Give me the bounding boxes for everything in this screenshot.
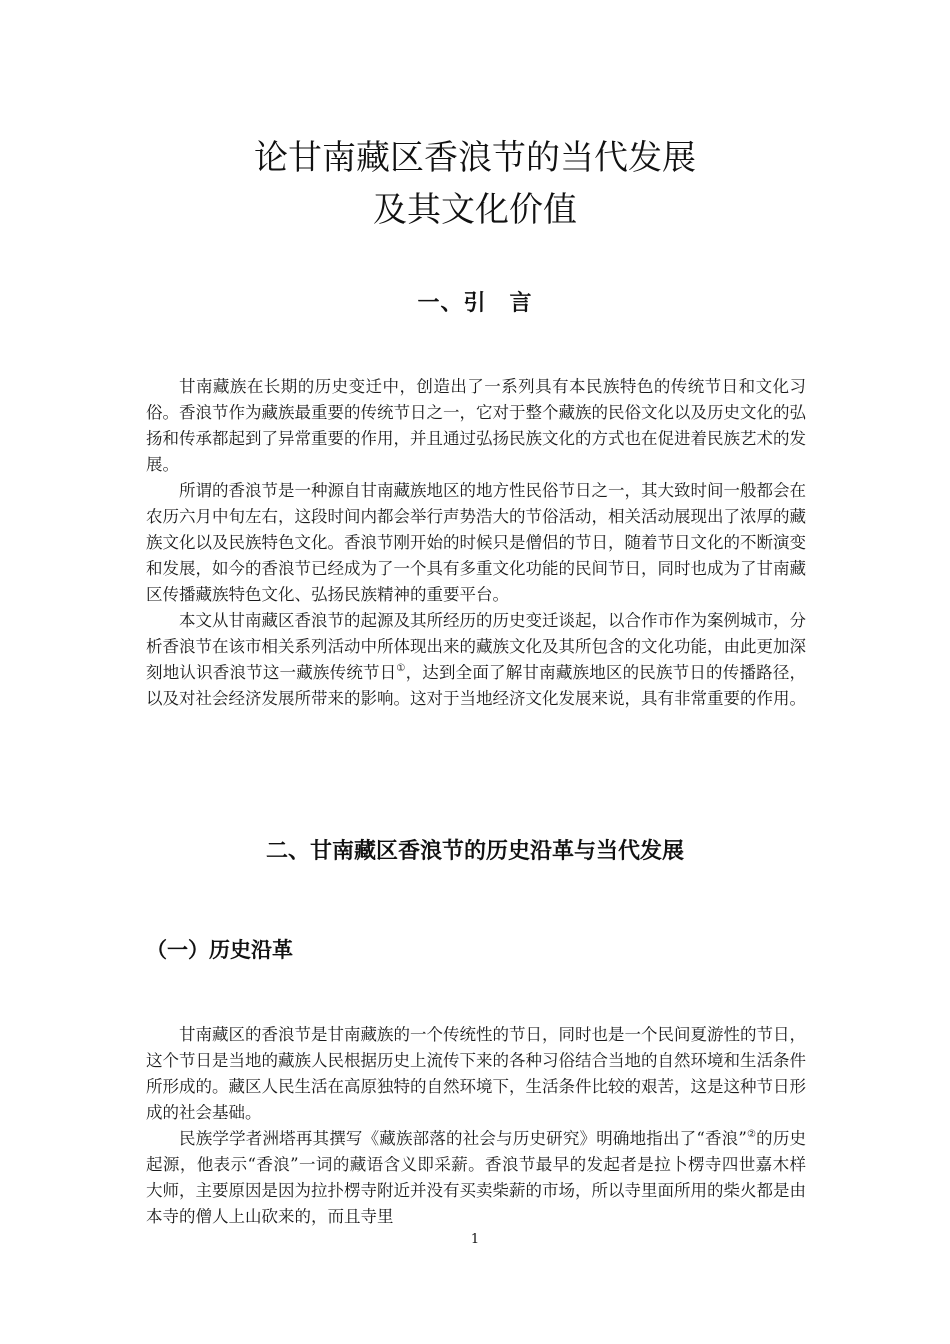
paragraph-text: 民族学学者洲塔再其撰写《藏族部落的社会与历史研究》明确地指出了“香浪” — [179, 1129, 747, 1148]
page-number: 1 — [470, 1232, 480, 1247]
paragraph-text: 的历史起源，他表示“香浪”一词的藏语含义即采薪。香浪节最早的发起者是拉卜楞寺四世嘉木样大师，主要原因是因为拉扑楞寺附近并没有买卖柴薪的市场，所以寺里面所用的柴火都是由本寺的僧人上山砍来的，而且寺里 — [146, 1129, 806, 1226]
paragraph: 甘南藏区的香浪节是甘南藏族的一个传统性的节日，同时也是一个民间夏游性的节日，这个节日是当地的藏族人民根据历史上流传下来的各种习俗结合当地的自然环境和生活条件所形成的。藏区人民生活在高原独特的自然环境下，生活条件比较的艰苦，这是这种节日形成的社会基础。 — [146, 1025, 806, 1122]
section-heading-history-development: 二、甘南藏区香浪节的历史沿革与当代发展 — [265, 839, 684, 864]
history-body — [146, 1022, 806, 1230]
footnote-marker: ① — [396, 663, 406, 674]
document-title-line-2: 及其文化价值 — [373, 190, 577, 230]
paragraph — [146, 608, 806, 712]
paragraph: 甘南藏族在长期的历史变迁中，创造出了一系列具有本民族特色的传统节日和文化习俗。香浪节作为藏族最重要的传统节日之一，它对于整个藏族的民俗文化以及历史文化的弘扬和传承都起到了异常重要的作用，并且通过弘扬民族文化的方式也在促进着民族艺术的发展。 — [146, 377, 806, 474]
subsection-heading-history: （一）历史沿革 — [146, 938, 293, 962]
paragraph-text: 本文从甘南藏区香浪节的起源及其所经历的历史变迁谈起，以合作市作为案例城市，分析香浪节在该市相关系列活动中所体现出来的藏族文化及其所包含的文化功能，由此更加深刻地认识香浪节这一藏族传统节日 — [146, 611, 806, 682]
introduction-body — [146, 374, 806, 712]
paragraph: 所谓的香浪节是一种源自甘南藏族地区的地方性民俗节日之一，其大致时间一般都会在农历六月中旬左右，这段时间内都会举行声势浩大的节俗活动，相关活动展现出了浓厚的藏族文化以及民族特色文化。香浪节刚开始的时候只是僧侣的节日，随着节日文化的不断演变和发展，如今的香浪节已经成为了一个具有多重文化功能的民间节日，同时也成为了甘南藏区传播藏族特色文化、弘扬民族精神的重要平台。 — [146, 481, 806, 604]
paragraph — [146, 1126, 806, 1230]
paragraph-text: ，达到全面了解甘南藏族地区的民族节日的传播路径，以及对社会经济发展所带来的影响。这对于当地经济文化发展来说，具有非常重要的作用。 — [146, 663, 807, 708]
document-title-line-1: 论甘南藏区香浪节的当代发展 — [254, 138, 696, 178]
footnote-marker: ② — [746, 1129, 757, 1140]
section-heading-introduction: 一、引 言 — [417, 291, 533, 316]
